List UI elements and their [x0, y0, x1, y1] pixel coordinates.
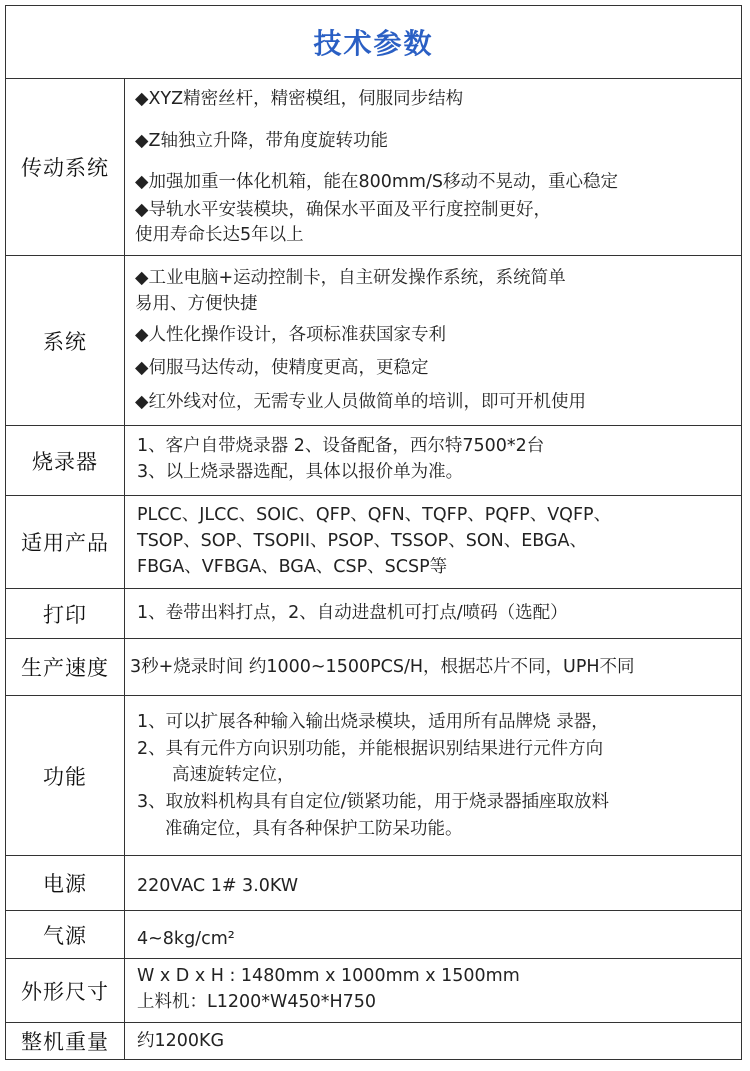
spec-row-programmer — [6, 426, 741, 496]
content-line: 使用寿命长达5年以上 — [135, 225, 304, 245]
spec-row-products — [6, 496, 741, 589]
spec-row-power — [6, 856, 741, 911]
row-label: 传动系统 — [6, 78, 125, 255]
row-label: 烧录器 — [6, 426, 125, 495]
row-content — [125, 426, 741, 495]
content-line: 准确定位，具有各种保护工防呆功能。 — [165, 819, 463, 839]
spec-row-system — [6, 256, 741, 426]
row-content — [125, 911, 741, 958]
row-content — [125, 256, 741, 425]
content-line: ◆加强加重一体化机箱，能在800mm/S移动不晃动，重心稳定 — [135, 172, 618, 192]
row-content — [125, 696, 741, 855]
content-line: TSOP、SOP、TSOPII、PSOP、TSSOP、SON、EBGA、 — [137, 531, 587, 551]
content-line: 4~8kg/cm² — [137, 929, 235, 949]
content-line: W x D x H : 1480mm x 1000mm x 1500mm — [137, 966, 520, 986]
row-label: 系统 — [6, 256, 125, 425]
content-line: 易用、方便快捷 — [135, 294, 258, 314]
row-label: 气源 — [6, 911, 125, 958]
row-content — [125, 1023, 741, 1059]
content-line: 220VAC 1# 3.0KW — [137, 876, 299, 896]
spec-row-weight — [6, 1023, 741, 1059]
row-label: 功能 — [6, 696, 125, 855]
content-line: 3秒+烧录时间 约1000~1500PCS/H，根据芯片不同，UPH不同 — [130, 657, 635, 677]
content-line: ◆人性化操作设计，各项标准获国家专利 — [135, 325, 446, 345]
row-content — [125, 496, 741, 588]
content-line: FBGA、VFBGA、BGA、CSP、SCSP等 — [137, 557, 448, 577]
content-line: ◆导轨水平安装模块，确保水平面及平行度控制更好， — [135, 200, 551, 220]
content-line: 1、可以扩展各种输入输出烧录模块，适用所有品牌烧 录器， — [137, 712, 609, 732]
content-line: 上料机：L1200*W450*H750 — [137, 992, 377, 1012]
spec-row-air — [6, 911, 741, 959]
content-line: ◆伺服马达传动，使精度更高，更稳定 — [135, 358, 429, 378]
content-line: ◆Z轴独立升降，带角度旋转功能 — [135, 131, 388, 151]
row-content — [125, 589, 741, 638]
content-line: 高速旋转定位， — [172, 765, 295, 785]
content-line: 1、客户自带烧录器 2、设备配备，西尔特7500*2台 — [137, 436, 545, 456]
row-label: 电源 — [6, 856, 125, 910]
row-content — [125, 78, 741, 255]
content-line: 3、以上烧录器选配，具体以报价单为准。 — [137, 462, 464, 482]
row-content — [125, 959, 741, 1022]
row-content — [125, 856, 741, 910]
content-line: PLCC、JLCC、SOIC、QFP、QFN、TQFP、PQFP、VQFP、 — [137, 505, 612, 525]
spec-row-dimensions — [6, 959, 741, 1023]
content-line: ◆工业电脑+运动控制卡，自主研发操作系统，系统简单 — [135, 268, 566, 288]
content-line: 3、取放料机构具有自定位/锁紧功能，用于烧录器插座取放料 — [137, 792, 610, 812]
row-label: 适用产品 — [6, 496, 125, 588]
spec-row-print — [6, 589, 741, 639]
content-line: 1、卷带出料打点，2、自动进盘机可打点/喷码（选配） — [137, 603, 568, 623]
spec-row-transmission — [6, 78, 741, 256]
table-title: 技术参数 — [6, 6, 741, 79]
row-label: 打印 — [6, 589, 125, 638]
content-line: ◆XYZ精密丝杆，精密模组，伺服同步结构 — [135, 89, 464, 109]
content-line: 2、具有元件方向识别功能，并能根据识别结果进行元件方向 — [137, 739, 604, 759]
spec-row-speed — [6, 639, 741, 696]
row-label: 生产速度 — [6, 639, 125, 695]
spec-table — [5, 5, 742, 1060]
row-label: 整机重量 — [6, 1023, 125, 1059]
row-label: 外形尺寸 — [6, 959, 125, 1022]
content-line: 约1200KG — [137, 1031, 225, 1051]
content-line: ◆红外线对位，无需专业人员做简单的培训，即可开机使用 — [135, 392, 586, 412]
row-content — [125, 639, 741, 695]
spec-row-functions — [6, 696, 741, 856]
